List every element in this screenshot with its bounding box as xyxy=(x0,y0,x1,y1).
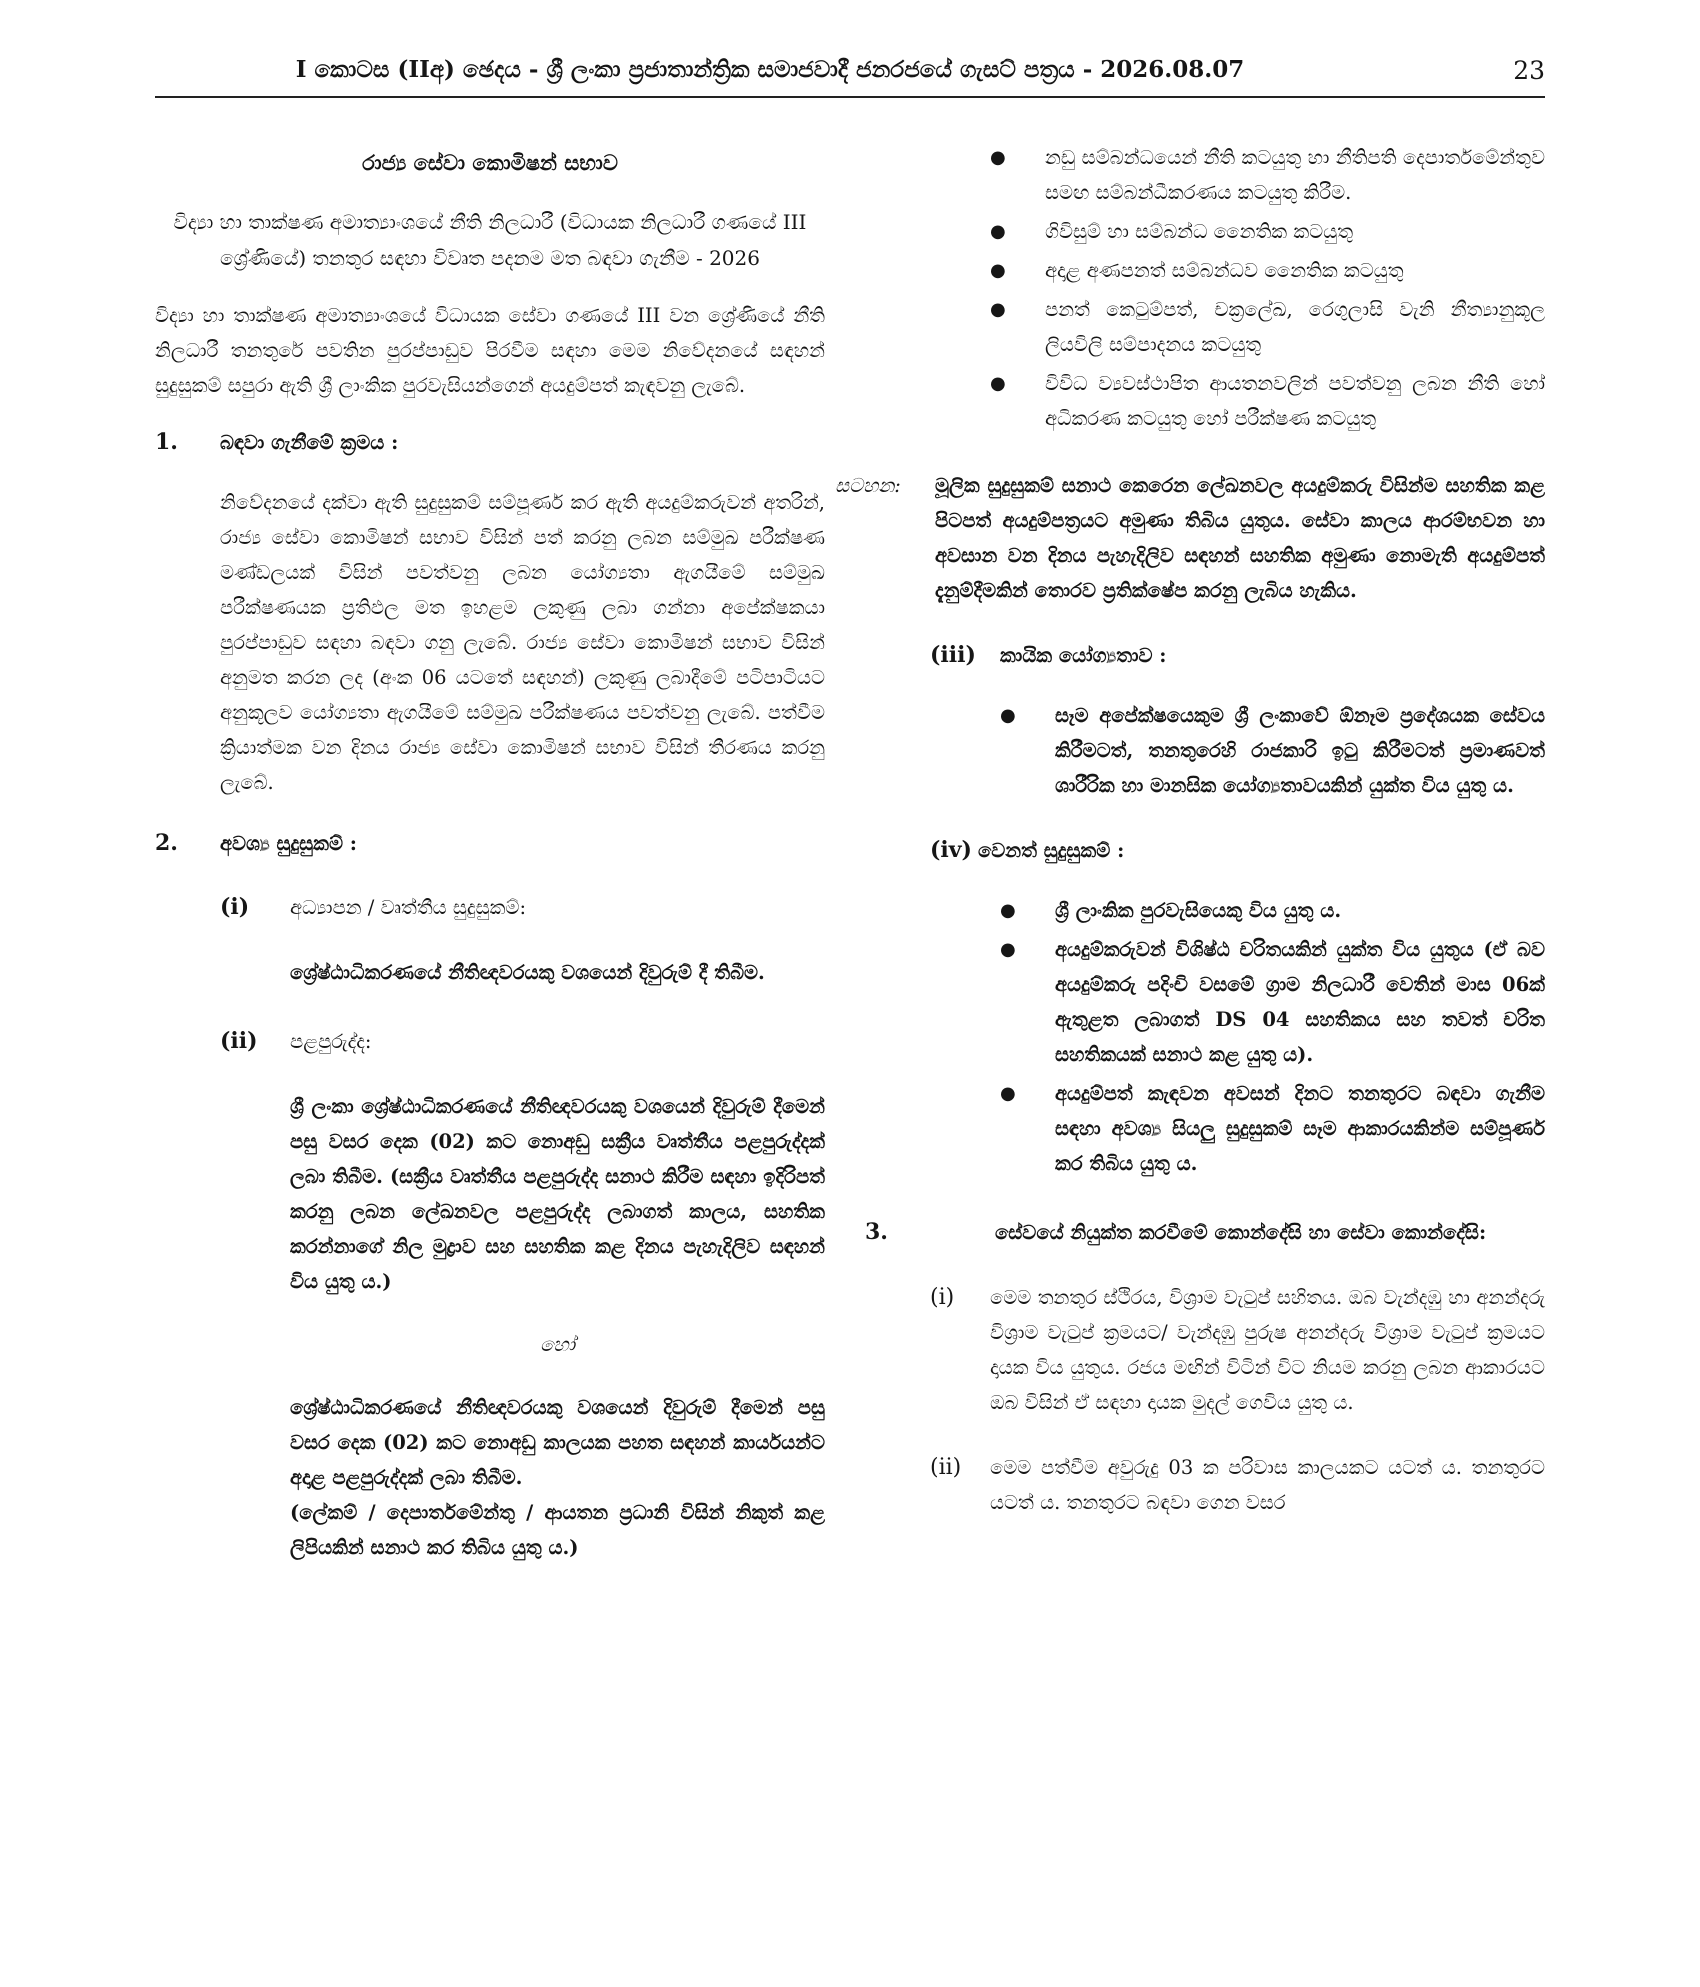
section-3-heading xyxy=(865,1215,1545,1250)
note-body: මූලික සුදුසුකම් සනාථ කෙරෙන ලේඛනවල අයදුම්කරු විසින්ම සහතික කළ පිටපත් අයදුම්පත්‍රයට අමුණා තිබිය යුතුය. සේවා කාලය ආරම්භවන හා අවසාන වන දිනය පැහැදිලිව සඳහන් සහතික අමුණා නොමැති අයදුම්පත් දැනුම්දීමකින් තොරව ප්‍රතික්ෂේප කරනු ලැබිය හැකිය. xyxy=(935,474,1545,602)
section-title: රාජ්‍ය සේවා කොමිෂන් සභාව xyxy=(362,150,618,175)
subsection-2i-body: ශ්‍රේෂ්ඨාධිකරණයේ නීතිඥවරයකු වශයෙන් දිවුරුම් දී තිබීම. xyxy=(290,961,765,984)
subsection-label: කායික යෝග්‍යතාව : xyxy=(1000,644,1167,667)
subsection-number: (iii) xyxy=(930,642,976,668)
subsection-number: (ii) xyxy=(220,1028,258,1054)
subsection-number: (iv) xyxy=(930,837,972,863)
item-number: (ii) xyxy=(930,1455,962,1480)
list-item: ● සෑම අපේක්ෂයෙකුම ශ්‍රී ලංකාවේ ඕනෑම ප්‍රදේශයක සේවය කිරීමටත්, තනතුරෙහි රාජකාරි ඉටු කිරීමටත් ප්‍රමාණවත් ශාරීරික හා මානසික යෝග්‍යතාවයකින් යුක්ත විය යුතු ය. xyxy=(990,698,1545,803)
section-number: 2. xyxy=(155,830,178,856)
bullet-icon: ● xyxy=(1000,1083,1016,1104)
list-item: ● නඩු සම්බන්ධයෙන් නීති කටයුතු හා නීතිපති දෙපාර්තමේන්තුව සමඟ සම්බන්ධීකරණය කටයුතු කිරීම. xyxy=(980,140,1545,210)
section-label: බඳවා ගැනීමේ ක්‍රමය : xyxy=(220,431,399,454)
subsection-2ii-alternative-note: (ලේකම් / දෙපාර්තමේන්තු / ආයතන ප්‍රධානි විසින් නිකුත් කළ ලිපියකින් සනාථ කර තිබිය යුතු ය.) xyxy=(290,1501,825,1559)
note-block xyxy=(835,468,1545,608)
subsection-label: පළපුරුද්ද: xyxy=(290,1030,372,1053)
note-label: සටහන: xyxy=(835,474,901,497)
section-1-heading xyxy=(155,429,825,455)
section-2-heading xyxy=(155,830,825,856)
subsection-label: අධ්‍යාපන / වෘත්තීය සුදුසුකම්: xyxy=(290,896,527,919)
notice-subtitle: විද්‍යා හා තාක්ෂණ අමාත්‍යාංශයේ නීති නිලධාරී (විධායක නිලධාරී ගණයේ III ශ්‍රේණියේ) තනතුර සඳහා විවෘත පදනම මත බඳවා ගැනීම - 2026 xyxy=(173,210,807,270)
section-label: සේවයේ නියුක්ත කරවීමේ කොන්දේසි හා සේවා කොන්දේසි: xyxy=(995,1221,1487,1244)
list-item: ● ගිවිසුම් හා සම්බන්ධ නෛතික කටයුතු xyxy=(980,214,1545,249)
condition-ii xyxy=(930,1450,1545,1520)
section-number: 1. xyxy=(155,429,178,455)
subsection-2iii-heading xyxy=(930,642,1545,668)
left-column xyxy=(155,140,825,1565)
bullet-icon: ● xyxy=(990,221,1006,242)
subsection-2i-heading xyxy=(220,890,825,925)
bullet-icon: ● xyxy=(990,299,1006,320)
subsection-2iv-heading xyxy=(930,837,1545,863)
section-1-body: නිවේදනයේ දක්වා ඇති සුදුසුකම් සම්පූර්ණ කර ඇති අයදුම්කරුවන් අතරින්, රාජ්‍ය සේවා කොමිෂන් සභාව විසින් පත් කරනු ලබන සම්මුඛ පරීක්ෂණ මණ්ඩලයක් විසින් පවත්වනු ලබන යෝග්‍යතා ඇගයීමේ සම්මුඛ පරීක්ෂණයක ප්‍රතිඵල මත ඉහළම ලකුණු ලබා ගන්නා අපේක්ෂකයා පුරප්පාඩුව සඳහා බඳවා ගනු ලැබේ. රාජ්‍ය සේවා කොමිෂන් සභාව විසින් අනුමත කරන ලද (අංක 06 යටතේ සඳහන්) ලකුණු ලබාදීමේ පටිපාටියට අනුකූලව යෝග්‍යතා ඇගයීමේ සම්මුඛ පරීක්ෂණය පවත්වනු ලැබේ. පත්වීම ක්‍රියාත්මක වන දිනය රාජ්‍ය සේවා කොමිෂන් සභාව විසින් තීරණය කරනු ලැබේ. xyxy=(220,491,825,794)
or-separator: හෝ xyxy=(539,1333,576,1356)
list-item: ● අයදුම්කරුවන් විශිෂ්ඨ චරිතයකින් යුක්ත විය යුතුය (ඒ බව අයදුම්කරු පදිංචි වසමේ ග්‍රාම නිලධාරී වෙතින් මාස 06ක් ඇතුළත ලබාගත් DS 04 සහතිකය සහ තවත් චරිත සහතිකයක් සනාථ කළ යුතු ය). xyxy=(990,932,1545,1072)
bullet-icon: ● xyxy=(1000,939,1016,960)
list-item: ● අදාළ අණපනත් සම්බන්ධව නෛතික කටයුතු xyxy=(980,253,1545,288)
list-item: ● ශ්‍රී ලාංකික පුරවැසියෙකු විය යුතු ය. xyxy=(990,893,1545,928)
section-number: 3. xyxy=(865,1219,888,1245)
subsection-2ii-heading xyxy=(220,1024,825,1059)
bullet-icon: ● xyxy=(1000,705,1016,726)
intro-paragraph: විද්‍යා හා තාක්ෂණ අමාත්‍යාංශයේ විධායක සේවා ගණයේ III වන ශ්‍රේණියේ නීති නිලධාරී තනතුරේ පවතින පුරප්පාඩුව පිරවීම සඳහා මෙම නිවේදනයේ සඳහන් සුදුසුකම් සපුරා ඇති ශ්‍රී ලාංකික පුරවැසියන්ගෙන් අයදුම්පත් කැඳවනු ලැබේ. xyxy=(155,304,825,397)
item-body: මෙම තනතුර ස්ථිරය, විශ්‍රාම වැටුප් සහිතය. ඔබ වැන්දඹු හා අනන්දරු විශ්‍රාම වැටුප් ක්‍රමයට/ වැන්දඹු පුරුෂ අනන්දරු විශ්‍රාම වැටුප් ක්‍රමයට දායක විය යුතුය. රජය මඟින් විටින් විට නියම කරනු ලබන ආකාරයට ඔබ විසින් ඒ සඳහා දායක මුදල් ගෙවිය යුතු ය. xyxy=(990,1286,1545,1414)
bullet-icon: ● xyxy=(990,260,1006,281)
bullet-icon: ● xyxy=(1000,900,1016,921)
subsection-number: (i) xyxy=(220,894,250,920)
condition-i xyxy=(930,1280,1545,1420)
list-item: ● පනත් කෙටුම්පත්, චක්‍රලේඛ, රෙගුලාසි වැනි නීත්‍යානුකූල ලියවිලි සම්පාදනය කටයුතු xyxy=(980,292,1545,362)
physical-fitness-list xyxy=(990,698,1545,803)
list-item: ● විවිධ ව්‍යවස්ථාපිත ආයතනවලින් පවත්වනු ලබන නීති හෝ අධිකරණ කටයුතු හෝ පරීක්ෂණ කටයුතු xyxy=(980,366,1545,436)
page-header xyxy=(155,56,1545,96)
section-label: අවශ්‍ය සුදුසුකම් : xyxy=(220,832,357,855)
duties-list xyxy=(980,140,1545,436)
item-body: මෙම පත්වීම අවුරුදු 03 ක පරිවාස කාලයකට යටත් ය. තනතුරට යටත් ය. තනතුරට බඳවා ගෙන වසර xyxy=(990,1456,1545,1514)
list-item: ● අයදුම්පත් කැඳවන අවසන් දිනට තනතුරට බඳවා ගැනීම සඳහා අවශ්‍ය සියලු සුදුසුකම් සෑම ආකාරයකින්ම සම්පූර්ණ කර තිබිය යුතු ය. xyxy=(990,1076,1545,1181)
subsection-2ii-alternative: ශ්‍රේෂ්ඨාධිකරණයේ නීතිඥවරයකු වශයෙන් දිවුරුම් දීමෙන් පසු වසර දෙක (02) කට නොඅඩු කාලයක පහත සඳහන් කාර්යයන්ට අදාළ පළපුරුද්දක් ලබා තිබීම. xyxy=(290,1396,825,1489)
page-number: 23 xyxy=(1513,56,1545,85)
right-column xyxy=(835,140,1545,1520)
subsection-2ii-body: ශ්‍රී ලංකා ශ්‍රේෂ්ඨාධිකරණයේ නීතිඥවරයකු වශයෙන් දිවුරුම් දීමෙන් පසු වසර දෙක (02) කට නොඅඩු සක්‍රීය වෘත්තීය පළපුරුද්දක් ලබා තිබීම. (සක්‍රීය වෘත්තීය පළපුරුද්ද සනාථ කිරීම සඳහා ඉදිරිපත් කරනු ලබන ලේඛනවල පළපුරුද්ද ලබාගත් කාලය, සහතික කරන්නාගේ නිල මුද්‍රාව සහ සහතික කළ දිනය පැහැදිලිව සඳහන් විය යුතු ය.) xyxy=(290,1095,825,1293)
item-number: (i) xyxy=(930,1285,955,1310)
bullet-icon: ● xyxy=(990,147,1006,168)
subsection-label: වෙනත් සුදුසුකම් : xyxy=(977,839,1125,862)
header-divider xyxy=(155,96,1545,98)
bullet-icon: ● xyxy=(990,373,1006,394)
header-title: I කොටස (IIඅ) ඡෙදය - ශ්‍රී ලංකා ප්‍රජාතාන්ත්‍රික සමාජවාදී ජනරජයේ ගැසට් පත්‍රය - 2026.08.07 xyxy=(295,56,1245,83)
other-qualifications-list xyxy=(990,893,1545,1181)
